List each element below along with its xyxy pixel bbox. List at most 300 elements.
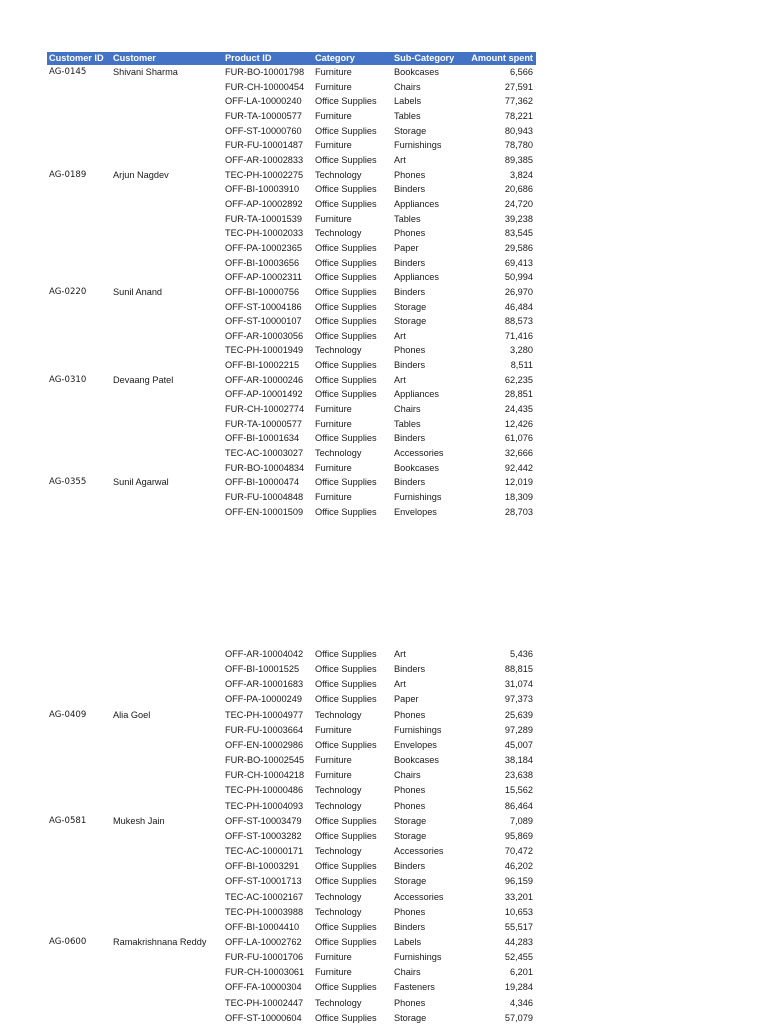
cell-product-id[interactable]: FUR-CH-10003061 — [225, 967, 305, 978]
cell-category[interactable]: Office Supplies — [315, 389, 377, 400]
cell-category[interactable]: Office Supplies — [315, 360, 377, 371]
cell-customer-id[interactable] — [47, 138, 111, 153]
cell-sub-category[interactable]: Storage — [394, 301, 427, 312]
cell-category[interactable]: Office Supplies — [315, 433, 377, 444]
cell-customer[interactable] — [111, 738, 223, 753]
cell-sub-category[interactable]: Phones — [394, 169, 426, 180]
cell-category[interactable]: Technology — [315, 448, 362, 459]
cell-product-id[interactable]: TEC-AC-10003027 — [225, 448, 304, 459]
cell-product-id[interactable]: OFF-AP-10001492 — [225, 389, 303, 400]
cell-customer[interactable] — [111, 256, 223, 271]
cell-customer[interactable] — [111, 182, 223, 197]
cell-customer-id[interactable] — [47, 692, 111, 707]
cell-product-id[interactable]: FUR-CH-10002774 — [225, 404, 305, 415]
cell-category[interactable]: Furniture — [315, 462, 352, 473]
cell-product-id[interactable]: TEC-PH-10001949 — [225, 345, 304, 356]
cell-category[interactable]: Furniture — [315, 952, 352, 963]
cell-customer-id[interactable]: AG-0409 — [49, 709, 87, 720]
cell-customer[interactable] — [111, 677, 223, 692]
cell-customer-id[interactable]: AG-0581 — [49, 815, 87, 826]
cell-category[interactable]: Furniture — [315, 110, 352, 121]
cell-sub-category[interactable]: Binders — [394, 664, 426, 675]
cell-amount-spent[interactable]: 39,238 — [504, 213, 533, 224]
cell-category[interactable]: Office Supplies — [315, 242, 377, 253]
cell-customer-id[interactable] — [47, 358, 111, 373]
cell-product-id[interactable]: TEC-PH-10004977 — [225, 709, 304, 720]
header-amount-spent[interactable]: Amount spent — [461, 52, 536, 65]
cell-product-id[interactable]: FUR-CH-10004218 — [225, 770, 305, 781]
cell-customer[interactable] — [111, 80, 223, 95]
cell-category[interactable]: Furniture — [315, 404, 352, 415]
cell-product-id[interactable]: TEC-AC-10002167 — [225, 891, 304, 902]
cell-product-id[interactable]: TEC-PH-10002447 — [225, 997, 304, 1008]
cell-amount-spent[interactable]: 10,653 — [504, 906, 533, 917]
cell-amount-spent[interactable]: 77,362 — [504, 96, 533, 107]
cell-product-id[interactable]: TEC-PH-10002275 — [225, 169, 304, 180]
cell-category[interactable]: Technology — [315, 785, 362, 796]
cell-category[interactable]: Office Supplies — [315, 506, 377, 517]
cell-category[interactable]: Technology — [315, 169, 362, 180]
cell-category[interactable]: Technology — [315, 846, 362, 857]
cell-amount-spent[interactable]: 55,517 — [504, 921, 533, 932]
cell-customer[interactable] — [111, 417, 223, 432]
cell-sub-category[interactable]: Appliances — [394, 272, 439, 283]
cell-amount-spent[interactable]: 15,562 — [504, 785, 533, 796]
cell-product-id[interactable]: FUR-BO-10002545 — [225, 755, 305, 766]
cell-amount-spent[interactable]: 8,511 — [510, 360, 533, 371]
cell-customer[interactable] — [111, 461, 223, 476]
cell-product-id[interactable]: OFF-EN-10002986 — [225, 739, 304, 750]
cell-customer[interactable] — [111, 662, 223, 677]
cell-amount-spent[interactable]: 69,413 — [504, 257, 533, 268]
cell-amount-spent[interactable]: 27,591 — [504, 81, 533, 92]
cell-category[interactable]: Office Supplies — [315, 664, 377, 675]
cell-sub-category[interactable]: Chairs — [394, 967, 421, 978]
cell-customer[interactable]: Arjun Nagdev — [113, 169, 169, 180]
cell-customer-id[interactable] — [47, 783, 111, 798]
cell-sub-category[interactable]: Accessories — [394, 846, 444, 857]
cell-customer[interactable] — [111, 270, 223, 285]
cell-amount-spent[interactable]: 6,566 — [510, 67, 533, 77]
cell-customer-id[interactable] — [47, 505, 111, 520]
cell-sub-category[interactable]: Tables — [394, 418, 421, 429]
cell-customer-id[interactable] — [47, 94, 111, 109]
cell-amount-spent[interactable]: 38,184 — [504, 755, 533, 766]
cell-amount-spent[interactable]: 57,079 — [504, 1012, 533, 1023]
cell-amount-spent[interactable]: 28,851 — [504, 389, 533, 400]
cell-customer-id[interactable] — [47, 197, 111, 212]
cell-product-id[interactable]: OFF-BI-10003656 — [225, 257, 300, 268]
cell-customer[interactable] — [111, 799, 223, 814]
cell-amount-spent[interactable]: 20,686 — [504, 184, 533, 195]
cell-product-id[interactable]: OFF-AR-10001683 — [225, 679, 304, 690]
cell-category[interactable]: Office Supplies — [315, 272, 377, 283]
cell-product-id[interactable]: OFF-ST-10000604 — [225, 1012, 302, 1023]
cell-category[interactable]: Office Supplies — [315, 96, 377, 107]
cell-amount-spent[interactable]: 89,385 — [504, 154, 533, 165]
cell-sub-category[interactable]: Phones — [394, 345, 426, 356]
cell-customer[interactable] — [111, 950, 223, 965]
cell-product-id[interactable]: OFF-ST-10004186 — [225, 301, 302, 312]
cell-category[interactable]: Office Supplies — [315, 830, 377, 841]
cell-customer[interactable]: Shivani Sharma — [113, 67, 178, 77]
cell-sub-category[interactable]: Phones — [394, 709, 426, 720]
cell-product-id[interactable]: TEC-PH-10000486 — [225, 785, 304, 796]
cell-amount-spent[interactable]: 7,089 — [510, 815, 533, 826]
cell-product-id[interactable]: OFF-EN-10001509 — [225, 506, 304, 517]
cell-category[interactable]: Furniture — [315, 81, 352, 92]
cell-category[interactable]: Office Supplies — [315, 330, 377, 341]
cell-category[interactable]: Office Supplies — [315, 649, 377, 659]
cell-amount-spent[interactable]: 46,484 — [504, 301, 533, 312]
cell-customer-id[interactable] — [47, 241, 111, 256]
cell-amount-spent[interactable]: 97,373 — [504, 694, 533, 705]
cell-category[interactable]: Office Supplies — [315, 1012, 377, 1023]
cell-product-id[interactable]: OFF-AP-10002892 — [225, 198, 303, 209]
cell-sub-category[interactable]: Binders — [394, 433, 426, 444]
cell-amount-spent[interactable]: 45,007 — [504, 739, 533, 750]
cell-customer[interactable] — [111, 965, 223, 980]
cell-customer-id[interactable] — [47, 647, 111, 662]
cell-customer-id[interactable] — [47, 844, 111, 859]
cell-customer-id[interactable] — [47, 387, 111, 402]
cell-product-id[interactable]: OFF-AR-10000246 — [225, 374, 304, 385]
cell-amount-spent[interactable]: 24,720 — [504, 198, 533, 209]
cell-customer-id[interactable] — [47, 226, 111, 241]
cell-category[interactable]: Office Supplies — [315, 936, 377, 947]
cell-product-id[interactable]: FUR-TA-10001539 — [225, 213, 302, 224]
cell-customer[interactable] — [111, 890, 223, 905]
cell-sub-category[interactable]: Bookcases — [394, 755, 439, 766]
cell-amount-spent[interactable]: 12,019 — [504, 477, 533, 488]
cell-amount-spent[interactable]: 44,283 — [504, 936, 533, 947]
cell-product-id[interactable]: OFF-PA-10002365 — [225, 242, 302, 253]
cell-customer[interactable] — [111, 768, 223, 783]
cell-category[interactable]: Office Supplies — [315, 257, 377, 268]
cell-category[interactable]: Office Supplies — [315, 694, 377, 705]
cell-customer[interactable] — [111, 920, 223, 935]
cell-product-id[interactable]: OFF-BI-10001634 — [225, 433, 300, 444]
cell-amount-spent[interactable]: 92,442 — [504, 462, 533, 473]
cell-customer[interactable] — [111, 300, 223, 315]
cell-customer[interactable] — [111, 859, 223, 874]
cell-category[interactable]: Office Supplies — [315, 286, 377, 297]
cell-customer-id[interactable]: AG-0310 — [49, 374, 87, 385]
cell-sub-category[interactable]: Bookcases — [394, 67, 439, 77]
cell-customer-id[interactable] — [47, 80, 111, 95]
cell-category[interactable]: Furniture — [315, 492, 352, 503]
header-product-id[interactable]: Product ID — [223, 52, 313, 65]
cell-amount-spent[interactable]: 5,436 — [510, 649, 533, 659]
cell-customer-id[interactable] — [47, 965, 111, 980]
cell-category[interactable]: Technology — [315, 800, 362, 811]
cell-sub-category[interactable]: Phones — [394, 228, 426, 239]
cell-category[interactable]: Office Supplies — [315, 982, 377, 993]
cell-product-id[interactable]: OFF-AR-10004042 — [225, 649, 304, 659]
cell-customer[interactable] — [111, 753, 223, 768]
cell-customer[interactable] — [111, 358, 223, 373]
cell-customer[interactable] — [111, 343, 223, 358]
cell-amount-spent[interactable]: 31,074 — [504, 679, 533, 690]
cell-customer[interactable]: Sunil Anand — [113, 286, 163, 297]
cell-amount-spent[interactable]: 28,703 — [504, 506, 533, 517]
cell-category[interactable]: Furniture — [315, 213, 352, 224]
cell-amount-spent[interactable]: 52,455 — [504, 952, 533, 963]
cell-amount-spent[interactable]: 83,545 — [504, 228, 533, 239]
cell-sub-category[interactable]: Chairs — [394, 81, 421, 92]
cell-product-id[interactable]: OFF-ST-10001713 — [225, 876, 302, 887]
cell-category[interactable]: Furniture — [315, 770, 352, 781]
cell-product-id[interactable]: FUR-BO-10004834 — [225, 462, 305, 473]
cell-customer[interactable] — [111, 505, 223, 520]
cell-product-id[interactable]: OFF-BI-10004410 — [225, 921, 300, 932]
cell-product-id[interactable]: OFF-ST-10003282 — [225, 830, 302, 841]
cell-product-id[interactable]: TEC-AC-10000171 — [225, 846, 304, 857]
cell-amount-spent[interactable]: 80,943 — [504, 125, 533, 136]
header-category[interactable]: Category — [313, 52, 392, 65]
cell-sub-category[interactable]: Furnishings — [394, 492, 442, 503]
cell-product-id[interactable]: FUR-BO-10001798 — [225, 67, 305, 77]
cell-product-id[interactable]: FUR-FU-10003664 — [225, 724, 304, 735]
cell-customer-id[interactable] — [47, 212, 111, 227]
cell-category[interactable]: Technology — [315, 228, 362, 239]
cell-amount-spent[interactable]: 62,235 — [504, 374, 533, 385]
cell-customer-id[interactable] — [47, 723, 111, 738]
cell-category[interactable]: Technology — [315, 345, 362, 356]
cell-category[interactable]: Technology — [315, 997, 362, 1008]
cell-customer[interactable] — [111, 431, 223, 446]
cell-category[interactable]: Furniture — [315, 724, 352, 735]
cell-customer[interactable] — [111, 124, 223, 139]
cell-amount-spent[interactable]: 33,201 — [504, 891, 533, 902]
cell-customer-id[interactable] — [47, 314, 111, 329]
cell-customer[interactable] — [111, 647, 223, 662]
cell-amount-spent[interactable]: 3,280 — [510, 345, 533, 356]
cell-customer-id[interactable] — [47, 738, 111, 753]
cell-customer-id[interactable] — [47, 124, 111, 139]
cell-sub-category[interactable]: Furnishings — [394, 724, 442, 735]
cell-amount-spent[interactable]: 3,824 — [510, 169, 533, 180]
cell-category[interactable]: Office Supplies — [315, 154, 377, 165]
cell-product-id[interactable]: OFF-ST-10000107 — [225, 316, 302, 327]
cell-customer[interactable] — [111, 905, 223, 920]
cell-customer[interactable] — [111, 844, 223, 859]
cell-sub-category[interactable]: Binders — [394, 184, 426, 195]
cell-sub-category[interactable]: Phones — [394, 785, 426, 796]
cell-sub-category[interactable]: Appliances — [394, 389, 439, 400]
cell-amount-spent[interactable]: 50,994 — [504, 272, 533, 283]
cell-amount-spent[interactable]: 71,416 — [504, 330, 533, 341]
cell-amount-spent[interactable]: 95,869 — [504, 830, 533, 841]
cell-product-id[interactable]: OFF-BI-10000474 — [225, 477, 300, 488]
cell-product-id[interactable]: FUR-CH-10000454 — [225, 81, 305, 92]
cell-product-id[interactable]: OFF-LA-10000240 — [225, 96, 302, 107]
cell-customer-id[interactable] — [47, 431, 111, 446]
cell-category[interactable]: Office Supplies — [315, 198, 377, 209]
cell-customer[interactable]: Sunil Agarwal — [113, 477, 169, 488]
cell-sub-category[interactable]: Art — [394, 374, 406, 385]
cell-customer-id[interactable]: AG-0189 — [49, 169, 87, 180]
cell-amount-spent[interactable]: 88,573 — [504, 316, 533, 327]
cell-customer[interactable] — [111, 153, 223, 168]
cell-category[interactable]: Office Supplies — [315, 477, 377, 488]
cell-sub-category[interactable]: Art — [394, 679, 406, 690]
cell-customer-id[interactable] — [47, 890, 111, 905]
cell-customer-id[interactable] — [47, 109, 111, 124]
cell-customer[interactable] — [111, 490, 223, 505]
cell-amount-spent[interactable]: 70,472 — [504, 846, 533, 857]
cell-sub-category[interactable]: Binders — [394, 360, 426, 371]
cell-customer-id[interactable] — [47, 859, 111, 874]
cell-sub-category[interactable]: Binders — [394, 257, 426, 268]
cell-sub-category[interactable]: Binders — [394, 921, 426, 932]
cell-category[interactable]: Office Supplies — [315, 316, 377, 327]
cell-customer[interactable]: Alia Goel — [113, 709, 151, 720]
cell-customer-id[interactable] — [47, 662, 111, 677]
cell-category[interactable]: Office Supplies — [315, 125, 377, 136]
cell-product-id[interactable]: OFF-AR-10003056 — [225, 330, 304, 341]
cell-amount-spent[interactable]: 88,815 — [504, 664, 533, 675]
cell-amount-spent[interactable]: 78,221 — [504, 110, 533, 121]
cell-category[interactable]: Office Supplies — [315, 815, 377, 826]
cell-product-id[interactable]: OFF-BI-10003910 — [225, 184, 300, 195]
cell-customer[interactable] — [111, 314, 223, 329]
cell-product-id[interactable]: FUR-TA-10000577 — [225, 418, 302, 429]
cell-category[interactable]: Technology — [315, 906, 362, 917]
cell-customer-id[interactable] — [47, 343, 111, 358]
cell-customer[interactable] — [111, 829, 223, 844]
cell-customer-id[interactable] — [47, 300, 111, 315]
cell-customer[interactable] — [111, 980, 223, 995]
cell-category[interactable]: Technology — [315, 891, 362, 902]
cell-product-id[interactable]: OFF-ST-10000760 — [225, 125, 302, 136]
cell-amount-spent[interactable]: 61,076 — [504, 433, 533, 444]
cell-sub-category[interactable]: Paper — [394, 242, 419, 253]
cell-customer[interactable] — [111, 226, 223, 241]
cell-product-id[interactable]: TEC-PH-10002033 — [225, 228, 304, 239]
cell-category[interactable]: Office Supplies — [315, 921, 377, 932]
cell-customer-id[interactable] — [47, 950, 111, 965]
cell-product-id[interactable]: OFF-BI-10003291 — [225, 861, 300, 872]
cell-product-id[interactable]: OFF-BI-10000756 — [225, 286, 300, 297]
cell-sub-category[interactable]: Storage — [394, 1012, 427, 1023]
cell-category[interactable]: Office Supplies — [315, 739, 377, 750]
cell-customer[interactable] — [111, 197, 223, 212]
cell-customer[interactable]: Mukesh Jain — [113, 815, 165, 826]
cell-category[interactable]: Furniture — [315, 67, 352, 77]
cell-category[interactable]: Technology — [315, 709, 362, 720]
cell-product-id[interactable]: FUR-FU-10001487 — [225, 140, 304, 151]
cell-product-id[interactable]: OFF-BI-10001525 — [225, 664, 300, 675]
cell-product-id[interactable]: TEC-PH-10003988 — [225, 906, 304, 917]
cell-sub-category[interactable]: Art — [394, 154, 406, 165]
cell-amount-spent[interactable]: 96,159 — [504, 876, 533, 887]
cell-sub-category[interactable]: Tables — [394, 213, 421, 224]
cell-sub-category[interactable]: Phones — [394, 997, 426, 1008]
cell-customer[interactable] — [111, 241, 223, 256]
cell-category[interactable]: Furniture — [315, 140, 352, 151]
cell-product-id[interactable]: TEC-PH-10004093 — [225, 800, 304, 811]
cell-customer[interactable] — [111, 996, 223, 1011]
cell-customer[interactable] — [111, 874, 223, 889]
cell-sub-category[interactable]: Binders — [394, 861, 426, 872]
cell-category[interactable]: Office Supplies — [315, 301, 377, 312]
cell-product-id[interactable]: FUR-FU-10001706 — [225, 952, 304, 963]
cell-customer-id[interactable]: AG-0145 — [49, 67, 87, 77]
cell-customer[interactable] — [111, 94, 223, 109]
cell-customer-id[interactable] — [47, 417, 111, 432]
cell-customer[interactable] — [111, 138, 223, 153]
cell-customer-id[interactable] — [47, 490, 111, 505]
cell-sub-category[interactable]: Phones — [394, 906, 426, 917]
cell-customer[interactable] — [111, 212, 223, 227]
cell-product-id[interactable]: OFF-AR-10002833 — [225, 154, 304, 165]
cell-amount-spent[interactable]: 24,435 — [504, 404, 533, 415]
cell-customer-id[interactable] — [47, 799, 111, 814]
cell-sub-category[interactable]: Envelopes — [394, 506, 437, 517]
cell-amount-spent[interactable]: 26,970 — [504, 286, 533, 297]
cell-sub-category[interactable]: Paper — [394, 694, 419, 705]
cell-sub-category[interactable]: Art — [394, 649, 406, 659]
cell-category[interactable]: Office Supplies — [315, 876, 377, 887]
cell-customer-id[interactable] — [47, 829, 111, 844]
cell-customer-id[interactable] — [47, 753, 111, 768]
cell-customer-id[interactable]: AG-0355 — [49, 477, 87, 488]
cell-customer-id[interactable] — [47, 329, 111, 344]
cell-product-id[interactable]: OFF-AP-10002311 — [225, 272, 302, 283]
cell-customer-id[interactable] — [47, 677, 111, 692]
cell-sub-category[interactable]: Art — [394, 330, 406, 341]
cell-category[interactable]: Office Supplies — [315, 374, 377, 385]
cell-sub-category[interactable]: Chairs — [394, 404, 421, 415]
cell-sub-category[interactable]: Accessories — [394, 448, 444, 459]
cell-sub-category[interactable]: Appliances — [394, 198, 439, 209]
cell-product-id[interactable]: OFF-PA-10000249 — [225, 694, 302, 705]
cell-customer[interactable] — [111, 109, 223, 124]
cell-customer-id[interactable] — [47, 270, 111, 285]
cell-customer[interactable] — [111, 692, 223, 707]
cell-sub-category[interactable]: Storage — [394, 125, 427, 136]
header-customer-id[interactable]: Customer ID — [47, 52, 111, 65]
header-sub-category[interactable]: Sub-Category — [392, 52, 461, 65]
header-customer[interactable]: Customer — [111, 52, 223, 65]
cell-sub-category[interactable]: Binders — [394, 286, 426, 297]
cell-sub-category[interactable]: Binders — [394, 477, 426, 488]
cell-customer[interactable]: Ramakrishnana Reddy — [113, 936, 207, 947]
cell-product-id[interactable]: OFF-LA-10002762 — [225, 936, 302, 947]
cell-amount-spent[interactable]: 29,586 — [504, 242, 533, 253]
cell-customer-id[interactable] — [47, 920, 111, 935]
cell-category[interactable]: Furniture — [315, 755, 352, 766]
cell-amount-spent[interactable]: 46,202 — [504, 861, 533, 872]
cell-customer[interactable] — [111, 387, 223, 402]
cell-customer-id[interactable] — [47, 980, 111, 995]
cell-amount-spent[interactable]: 25,639 — [504, 709, 533, 720]
cell-customer-id[interactable] — [47, 905, 111, 920]
cell-sub-category[interactable]: Labels — [394, 936, 422, 947]
cell-amount-spent[interactable]: 12,426 — [504, 418, 533, 429]
cell-sub-category[interactable]: Bookcases — [394, 462, 439, 473]
cell-product-id[interactable]: OFF-ST-10003479 — [225, 815, 302, 826]
cell-category[interactable]: Office Supplies — [315, 861, 377, 872]
cell-customer[interactable] — [111, 402, 223, 417]
cell-amount-spent[interactable]: 4,346 — [510, 997, 533, 1008]
cell-amount-spent[interactable]: 97,289 — [504, 724, 533, 735]
cell-sub-category[interactable]: Envelopes — [394, 739, 437, 750]
cell-category[interactable]: Office Supplies — [315, 679, 377, 690]
cell-product-id[interactable]: OFF-FA-10000304 — [225, 982, 302, 993]
cell-sub-category[interactable]: Accessories — [394, 891, 444, 902]
